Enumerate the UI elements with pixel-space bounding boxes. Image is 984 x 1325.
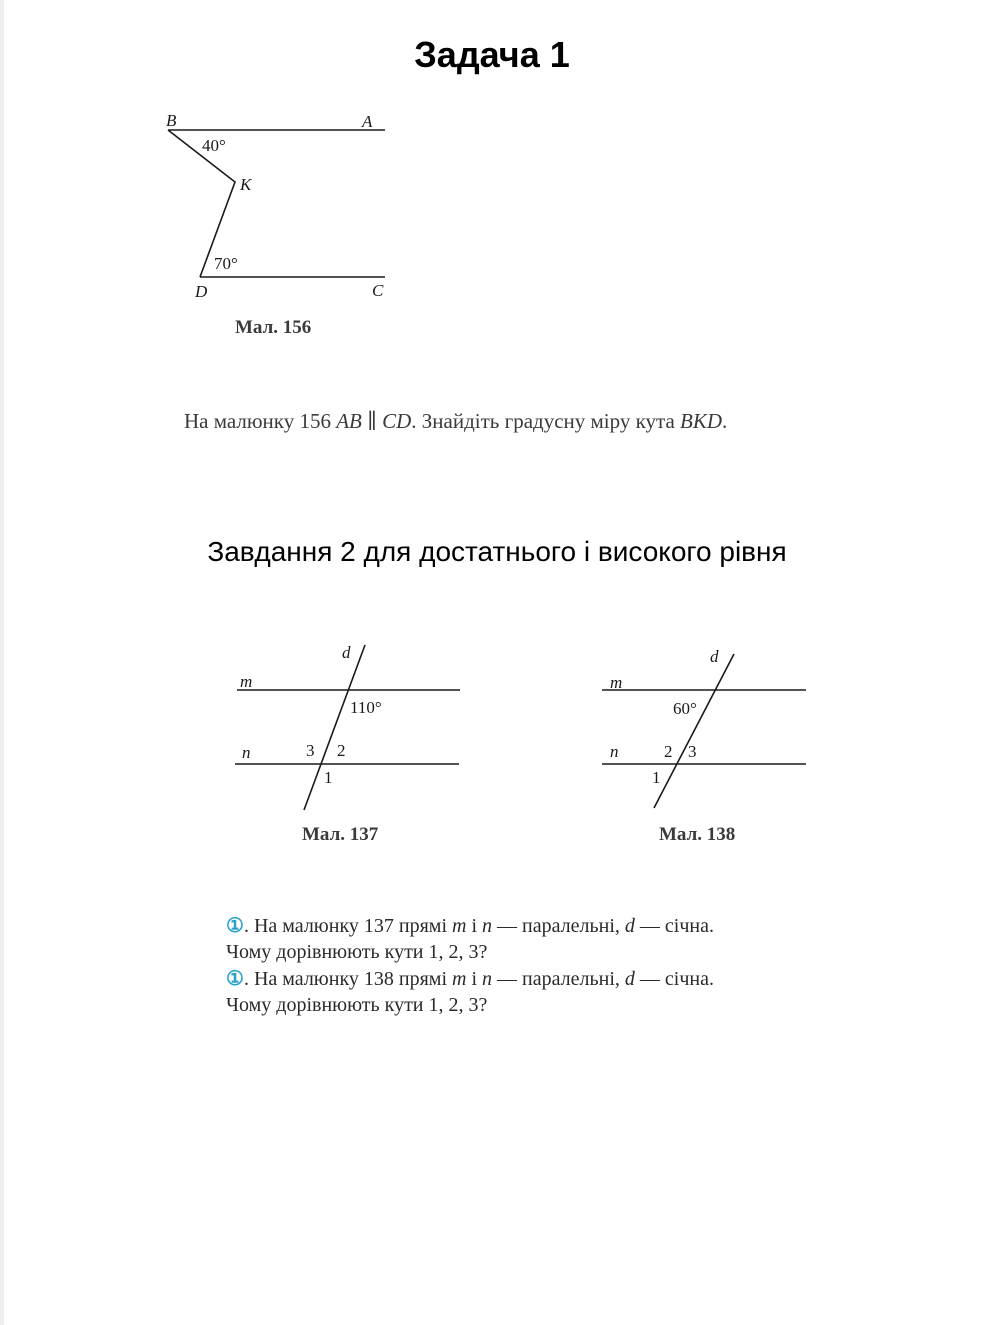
label-m: m [240, 672, 253, 691]
angle-2: 2 [337, 741, 346, 760]
angle-1: 1 [652, 768, 661, 787]
exercise-marker: ① [226, 915, 244, 937]
line-d [304, 645, 365, 810]
figure-156-caption: Мал. 156 [235, 317, 312, 338]
label-d: d [710, 647, 719, 666]
label-m: m [610, 673, 623, 692]
task1-text: На малюнку 156 AB ∥ CD. Знайдіть градусну міру кута BKD. [184, 409, 728, 433]
figure-137 [230, 640, 470, 815]
exercise-2-line-1: ①. На малюнку 138 прямі m і n — паралельні, d — січна. [226, 968, 714, 990]
exercise-marker: ① [226, 968, 244, 990]
exercise-1 [226, 913, 866, 965]
angle-given: 110° [350, 698, 382, 717]
angle-2: 2 [664, 742, 673, 761]
label-c: C [372, 281, 384, 300]
figure-138 [596, 640, 816, 815]
figure-137-caption: Мал. 137 [302, 824, 379, 845]
label-a: A [362, 112, 373, 131]
exercise-1-line-1: ①. На малюнку 137 прямі m і n — паралельні, d — січна. [226, 915, 714, 937]
exercise-1-line-2: Чому дорівнюють кути 1, 2, 3? [226, 941, 488, 963]
task1-title: Задача 1 [414, 34, 570, 75]
label-n: n [242, 743, 251, 762]
label-n: n [610, 742, 619, 761]
angle-1: 1 [324, 768, 333, 787]
page-left-edge [0, 0, 4, 1325]
task2-title: Завдання 2 для достатнього і високого рівня [207, 536, 787, 567]
figure-156 [150, 100, 410, 310]
line-d [654, 654, 734, 808]
label-b: B [166, 111, 177, 130]
angle-b-value: 40° [202, 136, 226, 155]
figure-138-caption: Мал. 138 [659, 824, 736, 845]
angle-3: 3 [306, 741, 315, 760]
angle-d-value: 70° [214, 254, 238, 273]
exercise-2 [226, 966, 866, 1018]
label-d: D [195, 282, 208, 301]
label-k: K [240, 175, 252, 194]
angle-3: 3 [688, 742, 697, 761]
angle-given: 60° [673, 699, 697, 718]
label-d: d [342, 643, 351, 662]
exercise-2-line-2: Чому дорівнюють кути 1, 2, 3? [226, 994, 488, 1016]
